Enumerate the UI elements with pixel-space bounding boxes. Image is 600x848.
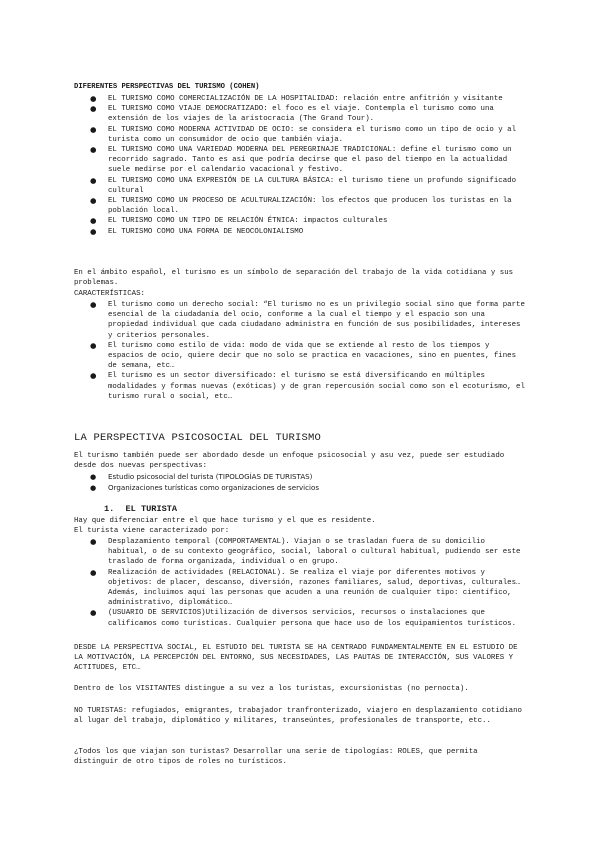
bullet-icon: ● (90, 472, 97, 481)
bullet-icon: ● (90, 94, 97, 103)
list-item: ● EL TURISMO COMO MODERNA ACTIVIDAD DE OCIO: se considera el turismo como un tipo de ocio y al turista como un consumidor de ocio que también viaja. (90, 124, 517, 144)
visitantes-paragraph: Dentro de los VISITANTES distingue a su vez a los turistas, excursionistas (no pernocta). (74, 685, 469, 693)
list-item: ● (USUARIO DE SERVICIOS)Utilización de diversos servicios, recursos o instalaciones que calificamos como turísticas. Cualquier persona que hace uso de los equipamientos turísticos. (90, 608, 517, 628)
spain-paragraph: En el ámbito español, el turismo es un símbolo de separación del trabajo de la vida cotidiana y sus problemas. (74, 269, 514, 288)
section-heading-psicosocial: LA PERSPECTIVA PSICOSOCIAL DEL TURISMO (74, 432, 322, 444)
perspectiva-social-paragraph: DESDE LA PERSPECTIVA SOCIAL, EL ESTUDIO DEL TURISTA SE HA CENTRADO FUNDAMENTALMENTE EN EL ESTUDIO DE LA MOTIVACIÓN, LA PERCEPCIÓN DEL ENTORNO, SUS NECESIDADES, LAS PAUTAS DE INTERACCIÓN, SUS VALORES Y ACTITUDES, ETC… (74, 644, 518, 673)
section-heading-cohen: DIFERENTES PERSPECTIVAS DEL TURISMO (COHEN) (74, 83, 260, 91)
bullet-icon: ● (90, 196, 97, 206)
caracteristicas-label: CARACTERÍSTICAS: (74, 290, 145, 298)
pregunta-paragraph: ¿Todos los que viajan son turistas? Desarrollar una serie de tipologías: ROLES, que permita distinguir de otro tipos de roles no turísticos. (74, 748, 478, 767)
no-turistas-paragraph: NO TURISTAS: refugiados, emigrantes, trabajador tranfronterizado, viajero en desplazamiento cotidiano al lugar del trabajo, diplomático y militares, transeúntes, profesionales de transporte, etc.. (74, 707, 522, 726)
list-item: ● EL TURISMO COMO UN PROCESO DE ACULTURALIZACIÓN: los efectos que producen los turistas en la población local. (90, 196, 512, 216)
bullet-icon: ● (90, 483, 97, 492)
bullet-icon: ● (90, 300, 97, 309)
turista-line-2: El turista viene caracterizado por: (74, 527, 230, 535)
list-item: ● EL TURISMO COMO UNA FORMA DE NEOCOLONIALISMO (90, 226, 304, 236)
cohen-perspectives-list (74, 94, 526, 237)
list-item: ● EL TURISMO COMO UNA EXPRESIÓN DE LA CULTURA BÁSICA: el turismo tiene un profundo significado cultural (90, 175, 517, 195)
bullet-icon: ● (90, 567, 97, 577)
list-item: ● Realización de actividades (RELACIONAL). Se realiza el viaje por diferentes motivos y objetivos: de placer, descanso, diversión, razones familiares, salud, deportivas, culturales… Además, incluimos aquí las personas que acuden a una reunión de cualquier tipo: científico, administrativo, diplomático… (90, 567, 521, 608)
list-item: ● Organizaciones turísticas como organizaciones de servicios (90, 483, 320, 492)
list-item: ● Estudio psicosocial del turista (TIPOLOGÍAS DE TURISTAS) (90, 472, 313, 481)
list-item: ● EL TURISMO COMO UN TIPO DE RELACIÓN ÉTNICA: impactos culturales (90, 216, 388, 226)
caracteristicas-list (74, 300, 526, 402)
list-item: ● EL TURISMO COMO VIAJE DEMOCRATIZADO: el foco es el viaje. Contempla el turismo como una extensión de los viajes de la aristocracia (The Grand Tour). (90, 104, 494, 124)
turista-characteristics-list (74, 537, 526, 629)
bullet-icon: ● (90, 216, 97, 226)
list-item: ● El turismo es un sector diversificado: el turismo se está diversificando en múltiples modalidades y formas nuevas (exóticas) y de gran repercusión social como son el ecoturismo, el turismo rural o social, etc… (90, 371, 525, 401)
bullet-icon: ● (90, 124, 97, 134)
list-item: ● EL TURISMO COMO UNA VARIEDAD MODERNA DEL PEREGRINAJE TRADICIONAL: define el turismo como un recorrido sagrado. Tanto es así que podría decirse que el paso del tiempo en la actualidad suele medirse por el calendario vacacional y festivo. (90, 145, 512, 175)
list-item: ● El turismo como un derecho social: “El turismo no es un privilegio social sino que forma parte esencial de la ciudadanía del ocio, conforme a la cual el tiempo y el espacio son una propiedad individual que cada ciudadano administra en función de sus posibilidades, intereses y criterios personales. (90, 300, 525, 340)
subsection-title: EL TURISTA (125, 504, 178, 514)
list-item: ● El turismo como estilo de vida: modo de vida que se extiende al resto de los tiempos y espacios de ocio, quiere decir que no solo se practica en vacaciones, sino en puentes, fines de semana, etc… (90, 340, 517, 371)
bullet-icon: ● (90, 537, 97, 546)
bullet-icon: ● (90, 104, 97, 114)
bullet-icon: ● (90, 340, 97, 350)
bullet-icon: ● (90, 608, 97, 618)
perspectivas-list (74, 472, 526, 493)
subsection-number: 1. (104, 504, 115, 514)
subsection-heading-turista (74, 504, 556, 515)
bullet-icon: ● (90, 371, 97, 381)
turista-line-1: Hay que diferenciar entre el que hace turismo y el que es residente. (74, 517, 376, 525)
psicosocial-intro: El turismo también puede ser abordado desde un enfoque psicosocial y asu vez, puede ser estudiado desde dos nuevas perspectivas: (74, 452, 505, 471)
bullet-icon: ● (90, 226, 97, 236)
bullet-icon: ● (90, 145, 97, 155)
bullet-icon: ● (90, 175, 97, 185)
list-item: ● Desplazamiento temporal (COMPORTAMENTAL). Viajan o se trasladan fuera de su domicilio habitual, o de su contexto geográfico, social, laboral o cultural habitual, pudiendo ser este traslado de forma organizada, individual o en grupo. (90, 537, 521, 567)
list-item: ● EL TURISMO COMO COMERCIALIZACIÓN DE LA HOSPITALIDAD: relación entre anfitrión y visitante (90, 94, 503, 103)
